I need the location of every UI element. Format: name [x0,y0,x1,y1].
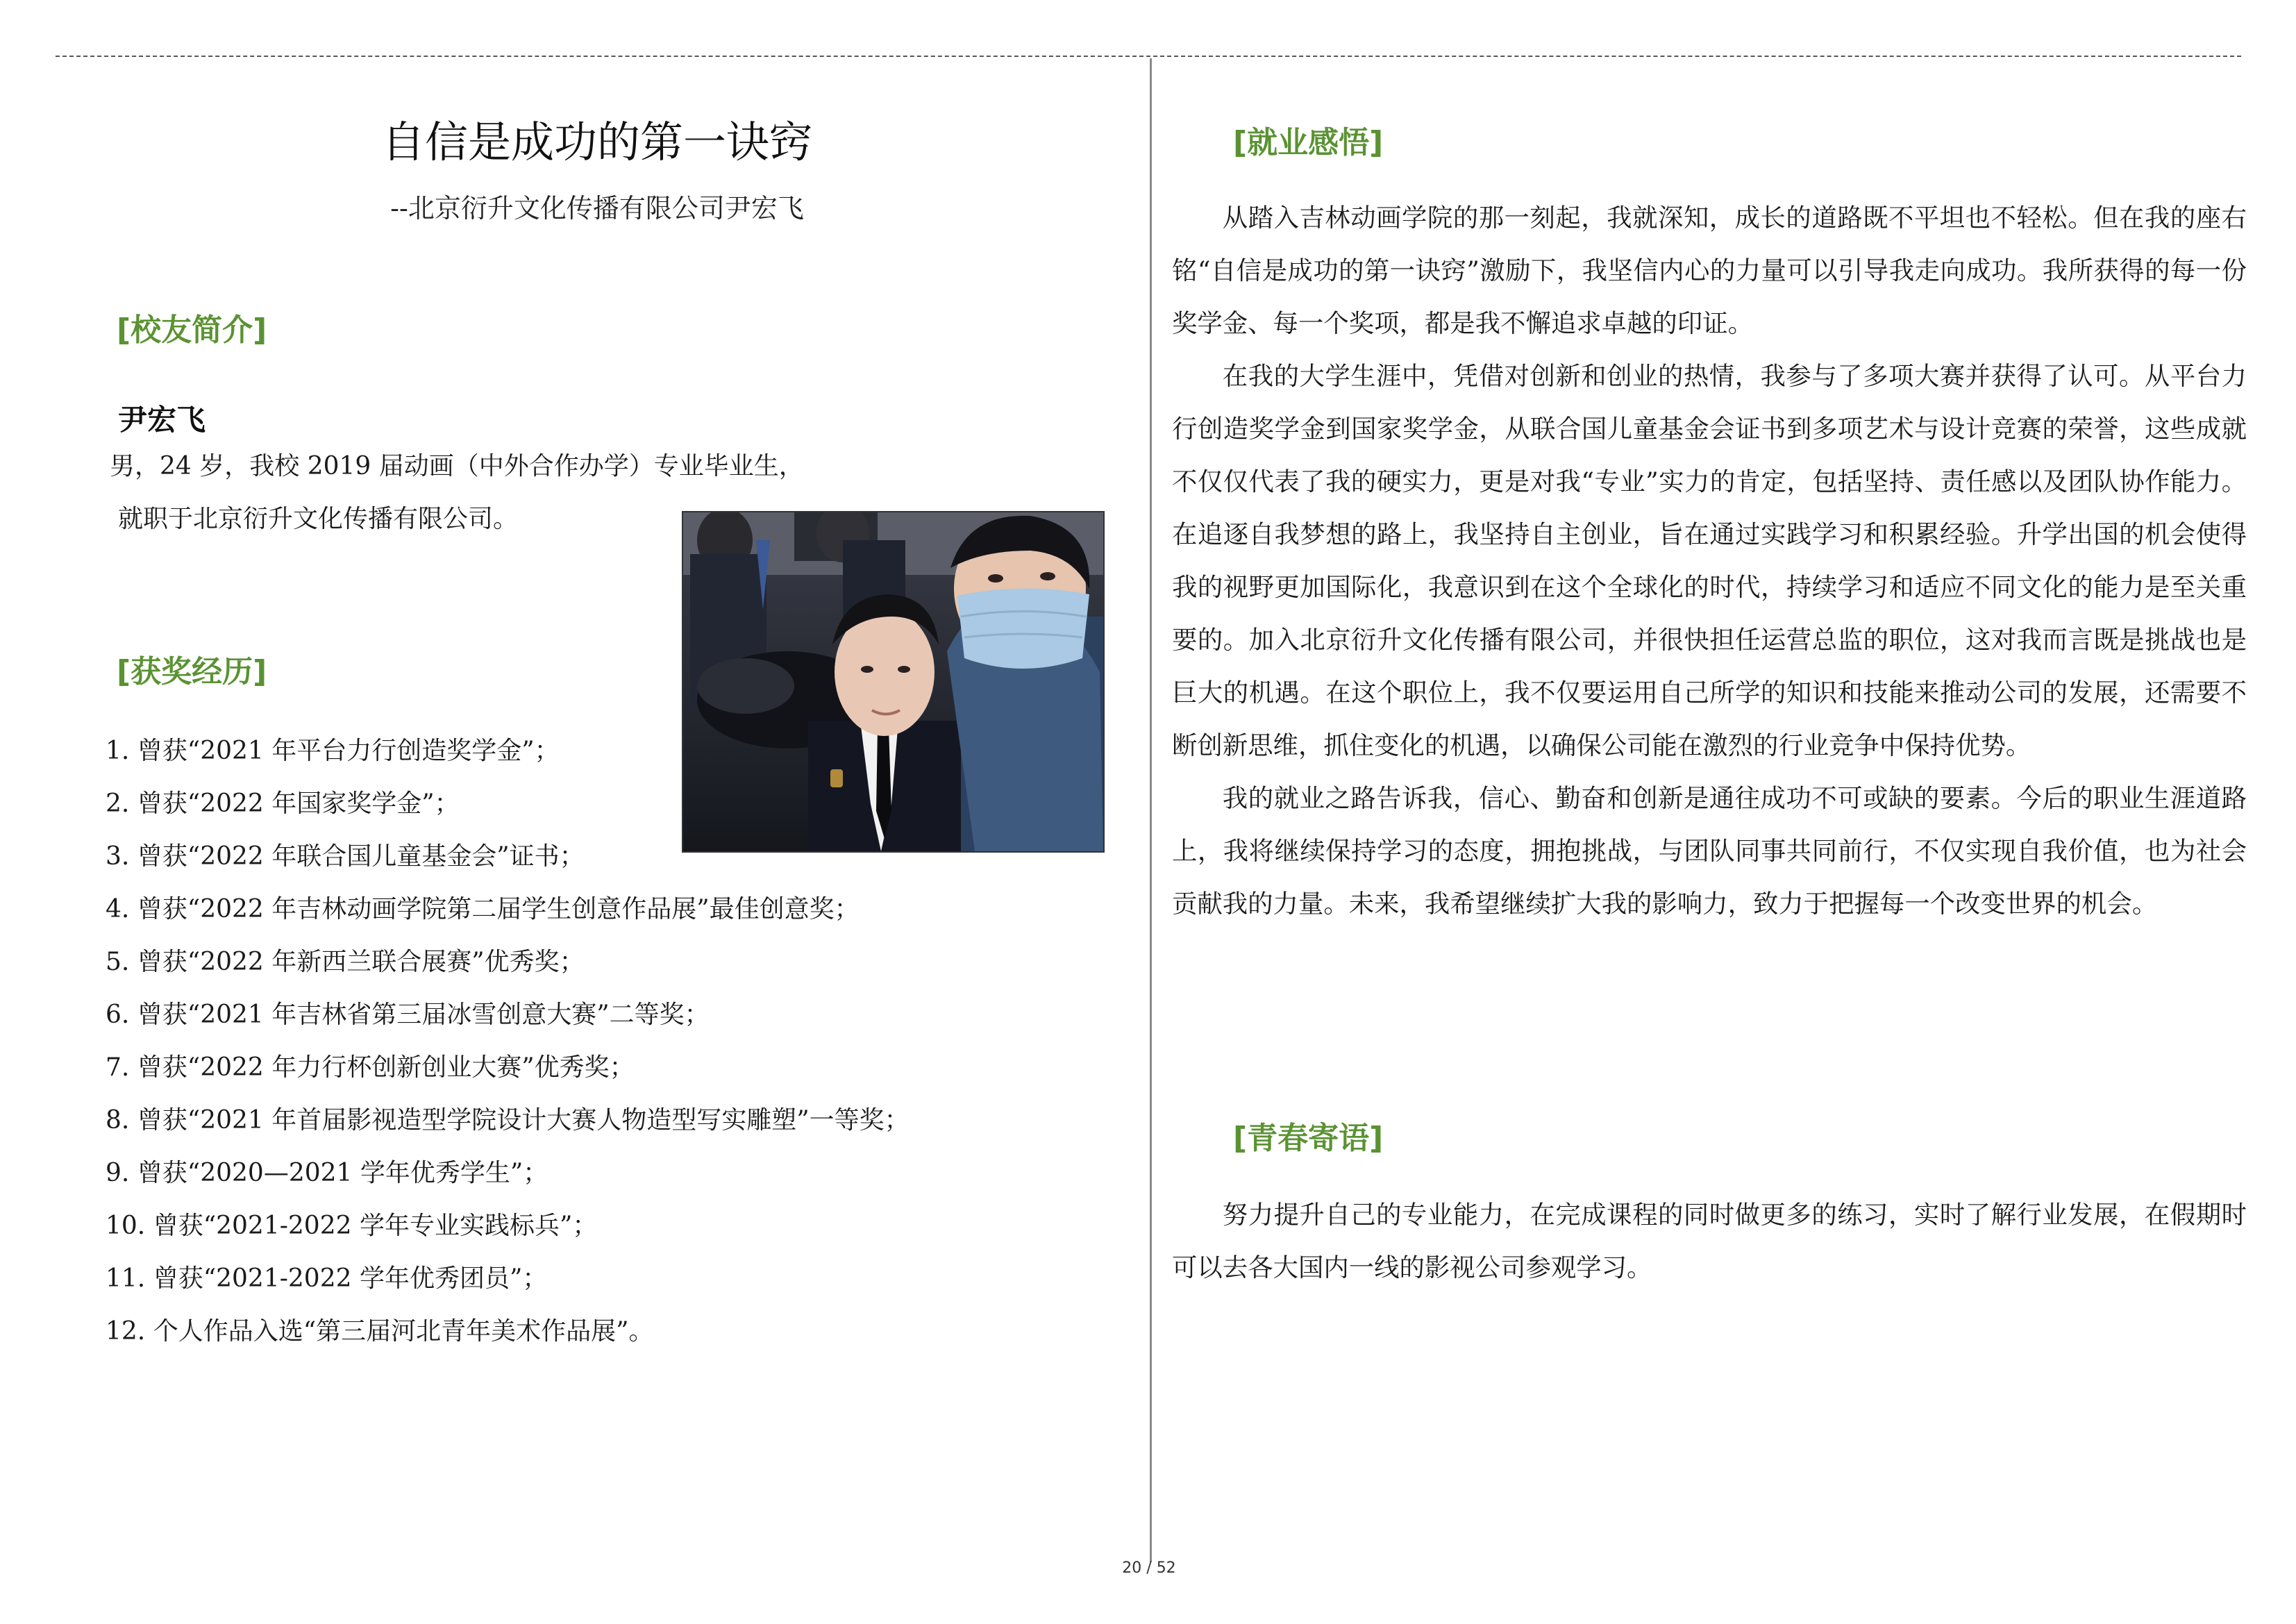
page-subtitle: --北京衍升文化传播有限公司尹宏飞 [390,193,804,224]
list-item: 7. 曾获“2022 年力行杯创新创业大赛”优秀奖； [106,1053,635,1082]
intro-line-2: 就职于北京衍升文化传播有限公司。 [118,505,519,533]
insight-paragraph-2: 在我的大学生涯中，凭借对创新和创业的热情，我参与了多项大赛并获得了认可。从平台力行创造奖学金到国家奖学金，从联合国儿童基金会证书到多项艺术与设计竞赛的荣誉，这些成就不仅仅代表了我的硬实力，更是对我“专业”实力的肯定，包括坚持、责任感以及团队协作能力。在追逐自我梦想的路上，我坚持自主创业，旨在通过实践学习和积累经验。升学出国的机会使得我的视野更加国际化，我意识到在这个全球化的时代，持续学习和适应不同文化的能力是至关重要的。加入北京衍升文化传播有限公司，并很快担任运营总监的职位，这对我而言既是挑战也是巨大的机遇。在这个职位上，我不仅要运用自己所学的知识和技能来推动公司的发展，还需要不断创新思维，抓住变化的机遇，以确保公司能在激烈的行业竞争中保持优势。 [1172,361,2247,760]
column-divider [1150,58,1152,1562]
list-item: 11. 曾获“2021-2022 学年优秀团员”； [106,1264,548,1293]
list-item: 6. 曾获“2021 年吉林省第三届冰雪创意大赛”二等奖； [106,1001,710,1029]
list-item: 9. 曾获“2020—2021 学年优秀学生”； [106,1159,548,1187]
list-item: 12. 个人作品入选“第三届河北青年美术作品展”。 [106,1317,654,1346]
alumni-name: 尹宏飞 [118,403,206,437]
list-item: 4. 曾获“2022 年吉林动画学院第二届学生创意作品展”最佳创意奖； [106,895,860,923]
list-item: 3. 曾获“2022 年联合国儿童基金会”证书； [106,842,585,871]
top-dashed-divider [56,56,2241,57]
list-item: 1. 曾获“2021 年平台力行创造奖学金”； [106,737,560,765]
youth-paragraph: 努力提升自己的专业能力，在完成课程的同时做更多的练习，实时了解行业发展，在假期时可以去各大国内一线的影视公司参观学习。 [1172,1200,2247,1282]
youth-message-heading: [青春寄语] [1233,1121,1384,1156]
intro-line-1: 男，24 岁，我校 2019 届动画（中外合作办学）专业毕业生， [110,452,804,480]
awards-heading: [获奖经历] [117,654,267,689]
alumni-intro-heading: [校友简介] [117,312,267,348]
employment-insights-body [1172,192,2247,930]
list-item: 10. 曾获“2021-2022 学年专业实践标兵”； [106,1212,598,1240]
list-item: 2. 曾获“2022 年国家奖学金”； [106,789,460,818]
page-title: 自信是成功的第一诀窍 [381,117,812,167]
awards-list [106,725,910,1358]
list-item: 8. 曾获“2021 年首届影视造型学院设计大赛人物造型写实雕塑”一等奖； [106,1106,910,1135]
insight-paragraph-1: 从踏入吉林动画学院的那一刻起，我就深知，成长的道路既不平坦也不轻松。但在我的座右铭“自信是成功的第一诀窍”激励下，我坚信内心的力量可以引导我走向成功。我所获得的每一份奖学金、每一个奖项，都是我不懈追求卓越的印证。 [1172,203,2247,338]
youth-message-body [1172,1189,2247,1294]
list-item: 5. 曾获“2022 年新西兰联合展赛”优秀奖； [106,948,585,976]
employment-insights-heading: [就业感悟] [1233,125,1384,160]
page-number: 20 / 52 [1122,1559,1176,1577]
insight-paragraph-3: 我的就业之路告诉我，信心、勤奋和创新是通往成功不可或缺的要素。今后的职业生涯道路上，我将继续保持学习的态度，拥抱挑战，与团队同事共同前行，不仅实现自我价值，也为社会贡献我的力量。未来，我希望继续扩大我的影响力，致力于把握每一个改变世界的机会。 [1172,783,2247,919]
